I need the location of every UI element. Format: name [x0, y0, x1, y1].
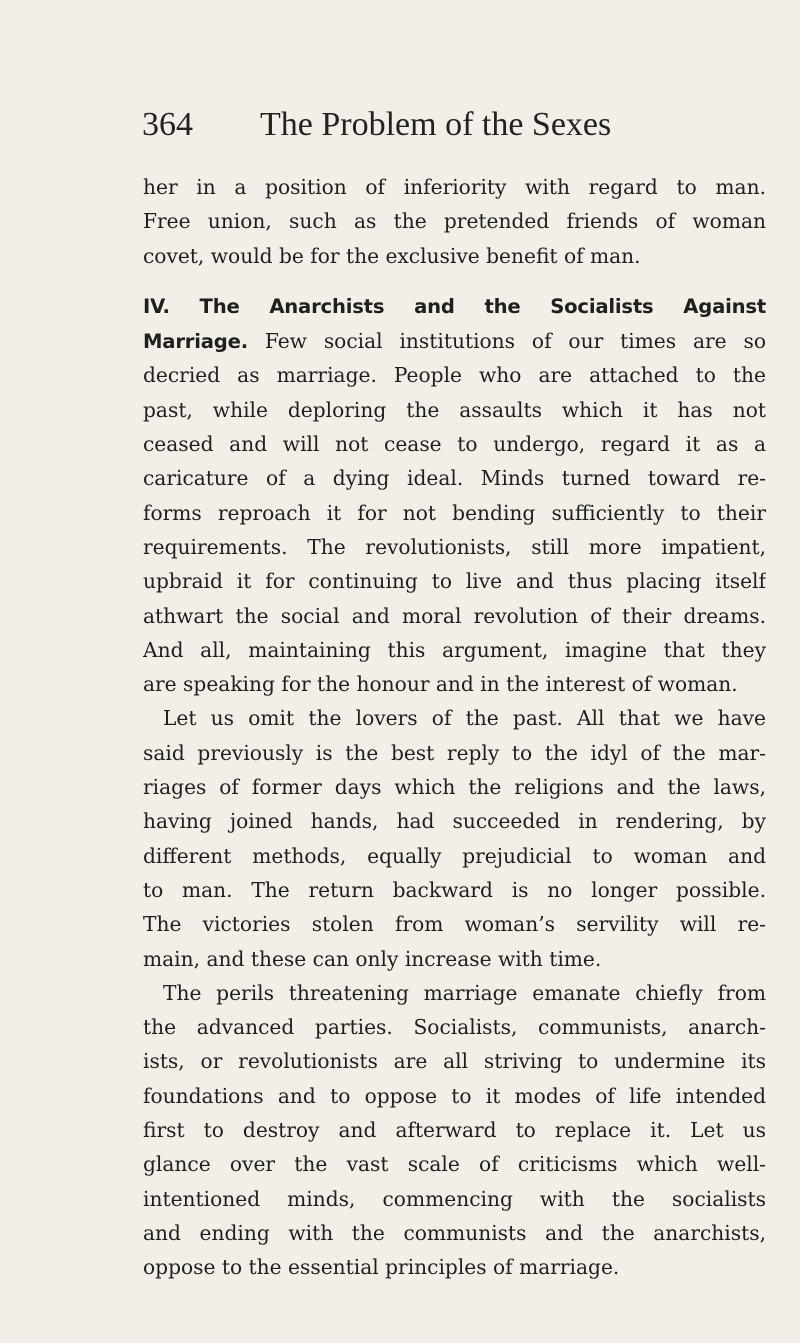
- text-line: upbraid it for continuing to live and thus placing itself: [143, 569, 766, 594]
- text-line: glance over the vast scale of criticisms which well-: [143, 1152, 766, 1177]
- text-line: different methods, equally prejudicial to woman and: [143, 843, 766, 868]
- text-line: And all, maintaining this argument, imagine that they: [143, 637, 766, 662]
- text-line: ists, or revolutionists are all striving to undermine its: [143, 1049, 766, 1074]
- section-heading-continued: Marriage.: [143, 330, 248, 354]
- text-line: main, and these can only increase with time.: [143, 946, 602, 971]
- text-line: said previously is the best reply to the idyl of the mar-: [143, 740, 766, 765]
- body-text: [143, 170, 766, 1285]
- text-line: forms reproach it for not bending sufficiently to their: [143, 500, 766, 525]
- paragraph-gap: [143, 273, 766, 290]
- text-line: The perils threatening marriage emanate chiefly from: [163, 980, 766, 1005]
- text-line: requirements. The revolutionists, still more impatient,: [143, 534, 766, 559]
- page-number: 364: [142, 106, 193, 143]
- text-line: The victories stolen from woman’s servility will re-: [143, 912, 766, 937]
- text-line: are speaking for the honour and in the interest of woman.: [143, 672, 738, 697]
- text-line: athwart the social and moral revolution of their dreams.: [143, 603, 766, 628]
- running-title: The Problem of the Sexes: [260, 106, 612, 143]
- text-line: past, while deploring the assaults which it has not: [143, 397, 766, 422]
- text-line: the advanced parties. Socialists, communists, anarch-: [143, 1015, 766, 1040]
- text-line: intentioned minds, commencing with the socialists: [143, 1186, 766, 1211]
- section-heading: IV. The Anarchists and the Socialists Against: [143, 294, 766, 318]
- text-line: decried as marriage. People who are attached to the: [143, 363, 766, 388]
- text-line: riages of former days which the religions and the laws,: [143, 775, 766, 800]
- text-line: ceased and will not cease to undergo, regard it as a: [143, 432, 766, 457]
- text-line: [143, 324, 766, 358]
- text-line: to man. The return backward is no longer possible.: [143, 877, 766, 902]
- text-span: Few social institutions of our times are so: [247, 329, 766, 354]
- text-line: having joined hands, had succeeded in rendering, by: [143, 809, 766, 834]
- text-line: covet, would be for the exclusive benefit of man.: [143, 243, 641, 268]
- running-head: [142, 106, 762, 150]
- text-line: and ending with the communists and the anarchists,: [143, 1220, 766, 1245]
- text-line: first to destroy and afterward to replace it. Let us: [143, 1118, 766, 1143]
- text-line: Free union, such as the pretended friends of woman: [143, 209, 766, 234]
- text-line: her in a position of inferiority with regard to man.: [143, 175, 766, 199]
- text-line: foundations and to oppose to it modes of life intended: [143, 1083, 766, 1108]
- text-line: oppose to the essential principles of marriage.: [143, 1255, 620, 1280]
- text-line: caricature of a dying ideal. Minds turned toward re-: [143, 466, 766, 491]
- text-line: Let us omit the lovers of the past. All that we have: [163, 706, 766, 731]
